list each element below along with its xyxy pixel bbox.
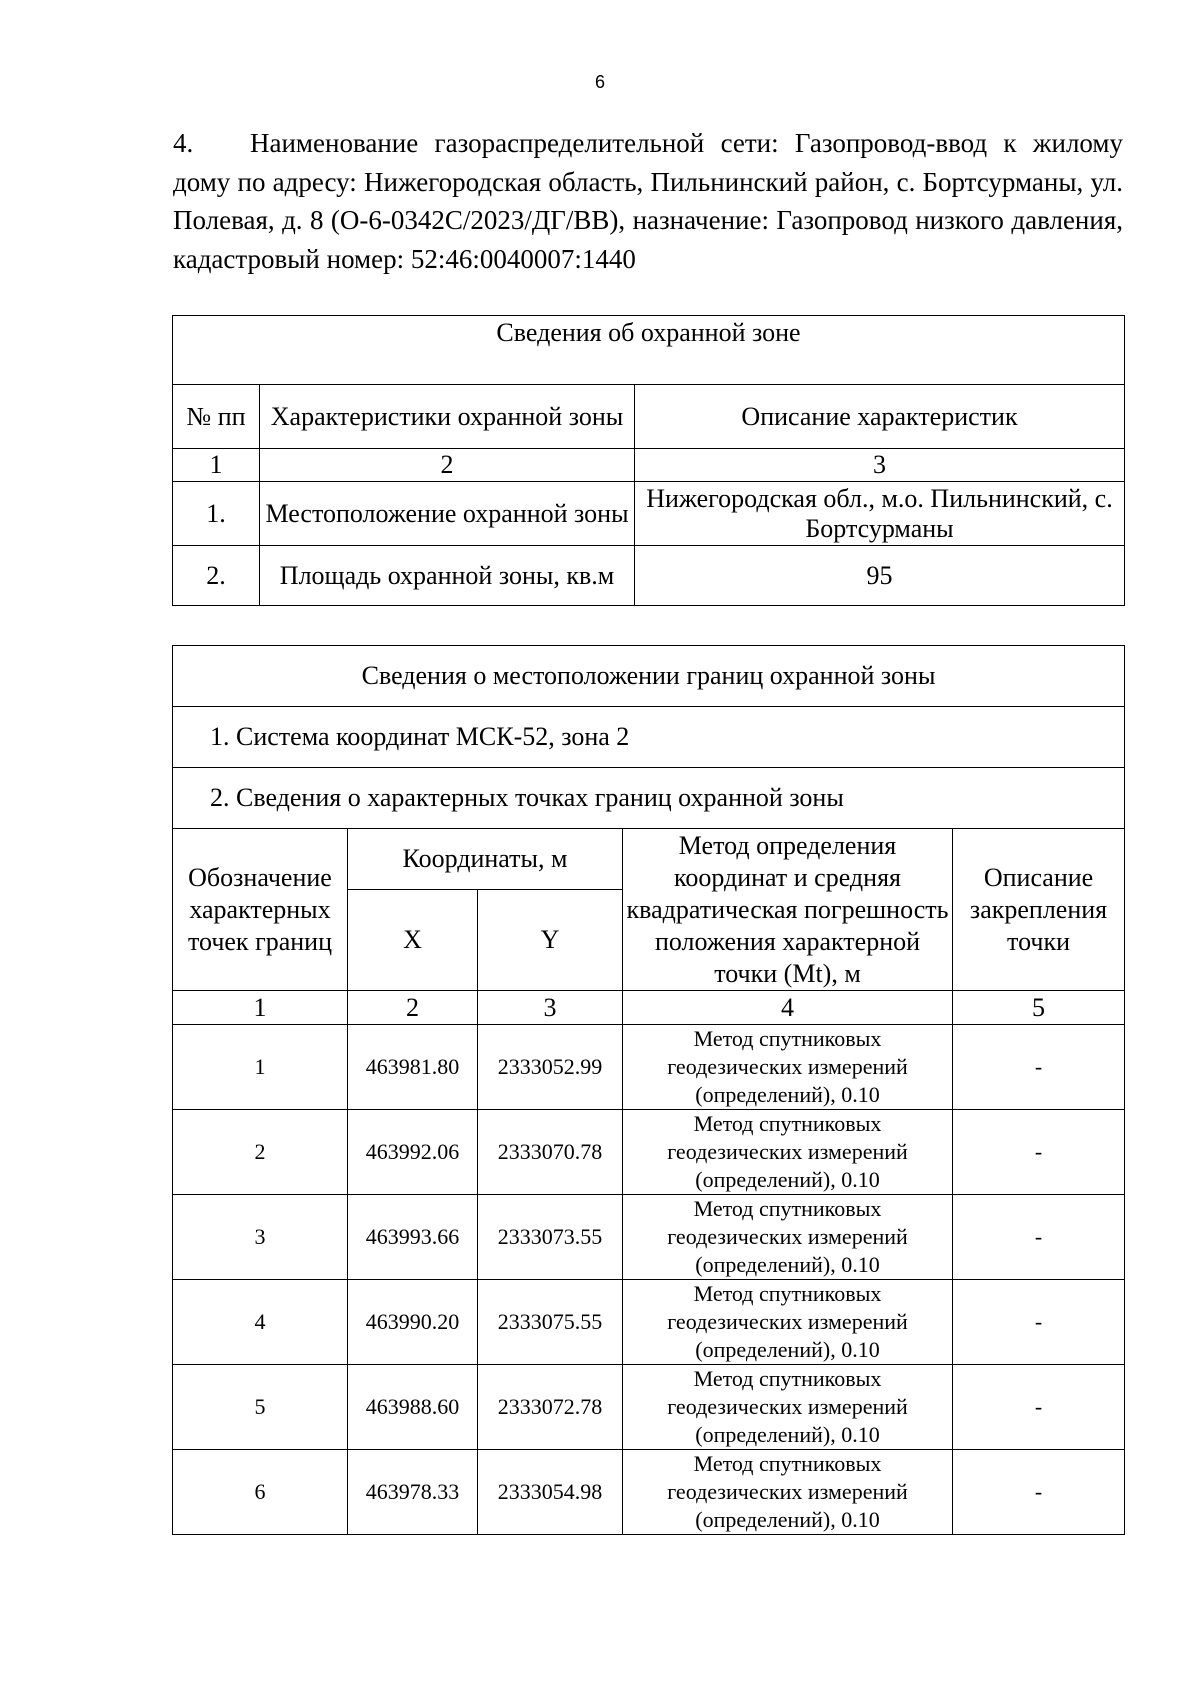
zone-row-description: 95 bbox=[635, 546, 1125, 606]
point-method: Метод спутниковых геодезических измерений (определений), 0.10 bbox=[623, 1365, 953, 1450]
point-fixing: - bbox=[953, 1195, 1125, 1280]
table-row bbox=[173, 1195, 1125, 1280]
point-fixing: - bbox=[953, 1280, 1125, 1365]
point-method: Метод спутниковых геодезических измерений (определений), 0.10 bbox=[623, 1195, 953, 1280]
bounds-column-number: 5 bbox=[953, 991, 1125, 1025]
header-x: X bbox=[348, 890, 478, 991]
zone-table-header-description: Описание характеристик bbox=[635, 385, 1125, 449]
coordinate-system: 1. Система координат МСК-52, зона 2 bbox=[173, 707, 1125, 768]
point-fixing: - bbox=[953, 1025, 1125, 1110]
zone-row-description: Нижегородская обл., м.о. Пильнинский, с. Бортсурманы bbox=[635, 482, 1125, 546]
table-row bbox=[173, 1450, 1125, 1535]
header-y: Y bbox=[478, 890, 623, 991]
bounds-column-number: 4 bbox=[623, 991, 953, 1025]
point-y: 2333070.78 bbox=[478, 1110, 623, 1195]
point-method: Метод спутниковых геодезических измерений (определений), 0.10 bbox=[623, 1025, 953, 1110]
table-row bbox=[173, 1025, 1125, 1110]
point-x: 463990.20 bbox=[348, 1280, 478, 1365]
table-row bbox=[173, 546, 1125, 606]
bounds-column-number: 1 bbox=[173, 991, 348, 1025]
zone-table-header-characteristic: Характеристики охранной зоны bbox=[260, 385, 635, 449]
zone-row-characteristic: Площадь охранной зоны, кв.м bbox=[260, 546, 635, 606]
zone-table-title: Сведения об охранной зоне bbox=[173, 316, 1125, 385]
zone-table-column-number: 3 bbox=[635, 449, 1125, 482]
point-id: 2 bbox=[173, 1110, 348, 1195]
table-row bbox=[173, 1280, 1125, 1365]
bounds-column-number: 2 bbox=[348, 991, 478, 1025]
point-x: 463978.33 bbox=[348, 1450, 478, 1535]
point-x: 463993.66 bbox=[348, 1195, 478, 1280]
point-id: 4 bbox=[173, 1280, 348, 1365]
point-method: Метод спутниковых геодезических измерений (определений), 0.10 bbox=[623, 1110, 953, 1195]
point-method: Метод спутниковых геодезических измерений (определений), 0.10 bbox=[623, 1450, 953, 1535]
zone-row-num: 2. bbox=[173, 546, 260, 606]
point-x: 463988.60 bbox=[348, 1365, 478, 1450]
table-row bbox=[173, 1110, 1125, 1195]
table-row bbox=[173, 1365, 1125, 1450]
point-y: 2333054.98 bbox=[478, 1450, 623, 1535]
section-number: 4. bbox=[173, 128, 194, 158]
header-coordinates: Координаты, м bbox=[348, 829, 623, 890]
boundary-points-table bbox=[172, 645, 1125, 1535]
section-heading-text: Наименование газораспределительной сети: Газопровод-ввод к жилому дому по адресу: Нижегородская область, Пильнинский район, с. Бортсурманы, ул. Полевая, д. 8 (О-6-0342С/2023/ДГ/ВВ), назначение: Газопровод низкого давления, кадастровый номер: 52:46:0040007:1440 bbox=[173, 128, 1123, 274]
bounds-table-title: Сведения о местоположении границ охранной зоны bbox=[173, 646, 1125, 707]
point-x: 463992.06 bbox=[348, 1110, 478, 1195]
point-id: 6 bbox=[173, 1450, 348, 1535]
zone-row-num: 1. bbox=[173, 482, 260, 546]
header-designation: Обозначение характерных точек границ bbox=[173, 829, 348, 991]
zone-table-column-number: 1 bbox=[173, 449, 260, 482]
zone-row-characteristic: Местоположение охранной зоны bbox=[260, 482, 635, 546]
point-y: 2333052.99 bbox=[478, 1025, 623, 1110]
bounds-column-number: 3 bbox=[478, 991, 623, 1025]
point-y: 2333072.78 bbox=[478, 1365, 623, 1450]
point-x: 463981.80 bbox=[348, 1025, 478, 1110]
header-method: Метод определения координат и средняя квадратическая погрешность положения характерной точки (Mt), м bbox=[623, 829, 953, 991]
protection-zone-table bbox=[172, 315, 1125, 606]
table-row bbox=[173, 482, 1125, 546]
point-id: 3 bbox=[173, 1195, 348, 1280]
points-section-header: 2. Сведения о характерных точках границ охранной зоны bbox=[173, 768, 1125, 829]
point-y: 2333075.55 bbox=[478, 1280, 623, 1365]
zone-table-column-number: 2 bbox=[260, 449, 635, 482]
point-id: 1 bbox=[173, 1025, 348, 1110]
point-fixing: - bbox=[953, 1450, 1125, 1535]
point-method: Метод спутниковых геодезических измерений (определений), 0.10 bbox=[623, 1280, 953, 1365]
zone-table-header-num: № пп bbox=[173, 385, 260, 449]
point-id: 5 bbox=[173, 1365, 348, 1450]
point-fixing: - bbox=[953, 1110, 1125, 1195]
page-number: 6 bbox=[594, 72, 605, 92]
point-y: 2333073.55 bbox=[478, 1195, 623, 1280]
header-fixing: Описание закрепления точки bbox=[953, 829, 1125, 991]
point-fixing: - bbox=[953, 1365, 1125, 1450]
section-heading bbox=[173, 124, 1123, 278]
